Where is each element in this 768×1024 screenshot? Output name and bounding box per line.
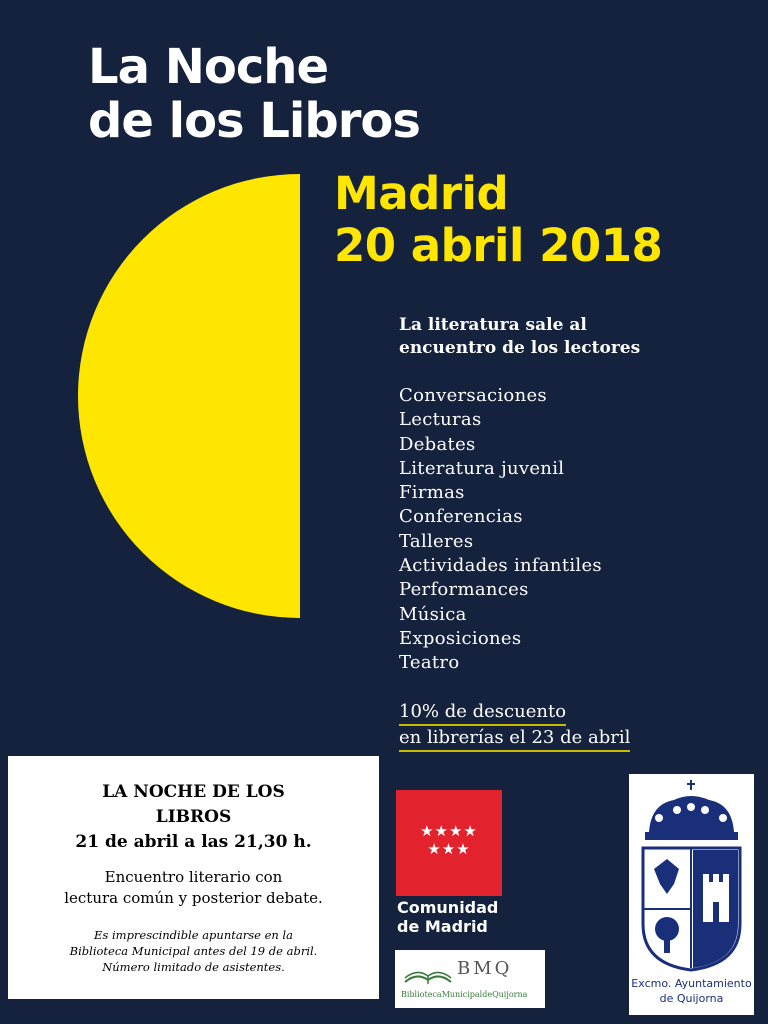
activity-item: Conversaciones — [399, 385, 547, 406]
activity-list — [399, 384, 602, 676]
notice-heading — [8, 780, 379, 855]
event-city: Madrid — [334, 167, 509, 220]
tagline-line1: La literatura sale al — [399, 315, 587, 335]
event-notice-card — [8, 756, 379, 999]
bmq-library-logo — [395, 950, 545, 1008]
notice-heading-line3: 21 de abril a las 21,30 h. — [75, 832, 312, 852]
activity-item: Música — [399, 603, 467, 625]
discount-note — [399, 700, 630, 752]
coat-of-arms-icon — [629, 774, 754, 974]
notice-description — [8, 867, 379, 909]
activity-item: Performances — [399, 579, 529, 601]
event-date: 20 abril 2018 — [334, 219, 663, 272]
comunidad-madrid-label — [397, 898, 498, 936]
stars-row2: ★★★ — [427, 840, 471, 858]
notice-fine-print — [8, 927, 379, 975]
notice-fine-line1: Es imprescindible apuntarse en la — [94, 928, 293, 942]
activity-item: Talleres — [399, 530, 474, 552]
activity-item: Actividades infantiles — [399, 555, 602, 577]
comunidad-madrid-logo — [396, 790, 502, 896]
comunidad-line1: Comunidad — [397, 898, 499, 917]
notice-description-line1: Encuentro literario con — [104, 868, 283, 886]
yellow-half-circle — [78, 174, 300, 618]
stars-row1: ★★★★ — [420, 822, 478, 840]
ayuntamiento-quijorna-logo — [629, 774, 754, 1015]
activity-item: Lecturas — [399, 409, 482, 431]
event-title-line2: de los Libros — [88, 93, 420, 149]
ayuntamiento-line1: Excmo. Ayuntamiento — [631, 977, 752, 990]
notice-heading-line2: LIBROS — [155, 807, 232, 827]
event-title — [88, 40, 420, 148]
bmq-letters: BMQ — [457, 958, 513, 979]
comunidad-line2: de Madrid — [397, 917, 488, 936]
event-title-line1: La Noche — [88, 39, 329, 95]
activity-item: Debates — [399, 433, 476, 455]
open-book-icon — [403, 960, 453, 988]
activity-item: Exposiciones — [399, 627, 522, 649]
tagline-line2: encuentro de los lectores — [399, 338, 641, 358]
bmq-library-name: BibliotecaMunicipaldeQuijorna — [401, 990, 528, 999]
discount-line1: 10% de descuento — [399, 700, 566, 726]
notice-description-line2: lectura común y posterior debate. — [64, 889, 323, 907]
discount-line2: en librerías el 23 de abril — [399, 726, 630, 752]
tagline — [399, 314, 640, 360]
notice-fine-line2: Biblioteca Municipal antes del 19 de abril. — [69, 944, 318, 958]
activity-item: Teatro — [399, 652, 460, 674]
notice-heading-line1: LA NOCHE DE LOS — [102, 782, 285, 802]
stars-icon — [396, 822, 502, 858]
activity-item: Firmas — [399, 482, 465, 504]
ayuntamiento-line2: de Quijorna — [659, 992, 724, 1005]
activity-item: Literatura juvenil — [399, 457, 565, 479]
activity-item: Conferencias — [399, 506, 523, 528]
ayuntamiento-label — [629, 976, 754, 1006]
notice-fine-line3: Número limitado de asistentes. — [102, 960, 285, 974]
event-location-date — [334, 168, 662, 272]
